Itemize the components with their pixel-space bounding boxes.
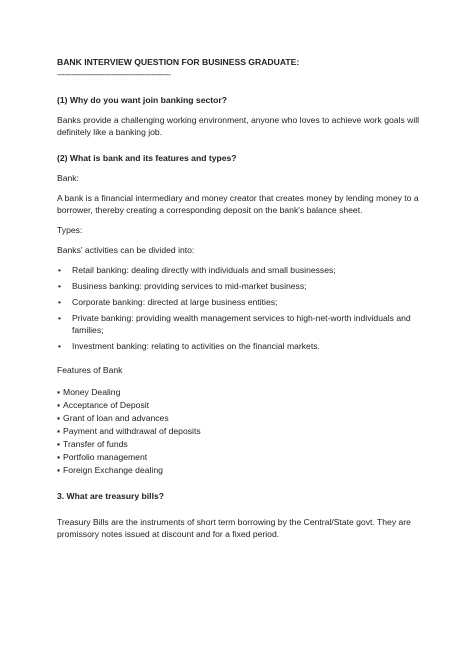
square-bullet-icon: ▪ — [57, 439, 61, 449]
list-item — [57, 438, 427, 450]
activities-intro: Banks' activities can be divided into: — [57, 245, 195, 255]
question-3-answer: Treasury Bills are the instruments of short term borrowing by the Central/State govt. They are promissory notes issued at discount and for a fixed period. — [57, 517, 411, 539]
list-item-text: Acceptance of Deposit — [63, 400, 150, 410]
document-body — [57, 56, 427, 540]
square-bullet-icon: ▪ — [57, 465, 61, 475]
list-item-text: Private banking: providing wealth management services to high-net-worth individuals and families; — [72, 313, 411, 335]
bullet-icon: • — [58, 341, 62, 351]
list-item-text: Business banking: providing services to mid-market business; — [72, 281, 307, 291]
document-title: BANK INTERVIEW QUESTION FOR BUSINESS GRADUATE: — [57, 57, 300, 67]
list-item — [57, 399, 427, 411]
question-1-heading: (1) Why do you want join banking sector? — [57, 95, 227, 105]
list-item-text: Money Dealing — [63, 387, 121, 397]
list-item — [57, 312, 427, 336]
list-item-text: Retail banking: dealing directly with individuals and small businesses; — [72, 265, 336, 275]
bullet-icon: • — [58, 281, 62, 291]
list-item-text: Portfolio management — [63, 452, 148, 462]
square-bullet-icon: ▪ — [57, 387, 61, 397]
features-label: Features of Bank — [57, 365, 123, 375]
activities-list — [57, 264, 427, 352]
bullet-icon: • — [58, 297, 62, 307]
list-item — [57, 264, 427, 276]
list-item-text: Grant of loan and advances — [63, 413, 169, 423]
list-item — [57, 280, 427, 292]
list-item — [57, 296, 427, 308]
square-bullet-icon: ▪ — [57, 452, 61, 462]
list-item — [57, 386, 427, 398]
title-underline: ------------------------------------------------ — [57, 69, 171, 79]
bullet-icon: • — [58, 265, 62, 275]
list-item — [57, 464, 427, 476]
square-bullet-icon: ▪ — [57, 426, 61, 436]
question-2-heading: (2) What is bank and its features and types? — [57, 153, 237, 163]
list-item-text: Foreign Exchange dealing — [63, 465, 163, 475]
list-item-text: Payment and withdrawal of deposits — [63, 426, 201, 436]
list-item — [57, 425, 427, 437]
question-3-heading: 3. What are treasury bills? — [57, 491, 164, 501]
types-label: Types: — [57, 225, 83, 235]
bullet-icon: • — [58, 313, 62, 323]
square-bullet-icon: ▪ — [57, 400, 61, 410]
list-item — [57, 412, 427, 424]
square-bullet-icon: ▪ — [57, 413, 61, 423]
bank-definition: A bank is a financial intermediary and money creator that creates money by lending money to a borrower, thereby creating a corresponding deposit on the bank's balance sheet. — [57, 193, 419, 215]
list-item-text: Transfer of funds — [63, 439, 128, 449]
bank-label: Bank: — [57, 173, 79, 183]
features-list — [57, 386, 427, 476]
list-item-text: Investment banking: relating to activities on the financial markets. — [72, 341, 320, 351]
list-item-text: Corporate banking: directed at large business entities; — [72, 297, 278, 307]
list-item — [57, 451, 427, 463]
question-1-answer: Banks provide a challenging working environment, anyone who loves to achieve work goals will definitely like a banking job. — [57, 115, 420, 137]
list-item — [57, 340, 427, 352]
